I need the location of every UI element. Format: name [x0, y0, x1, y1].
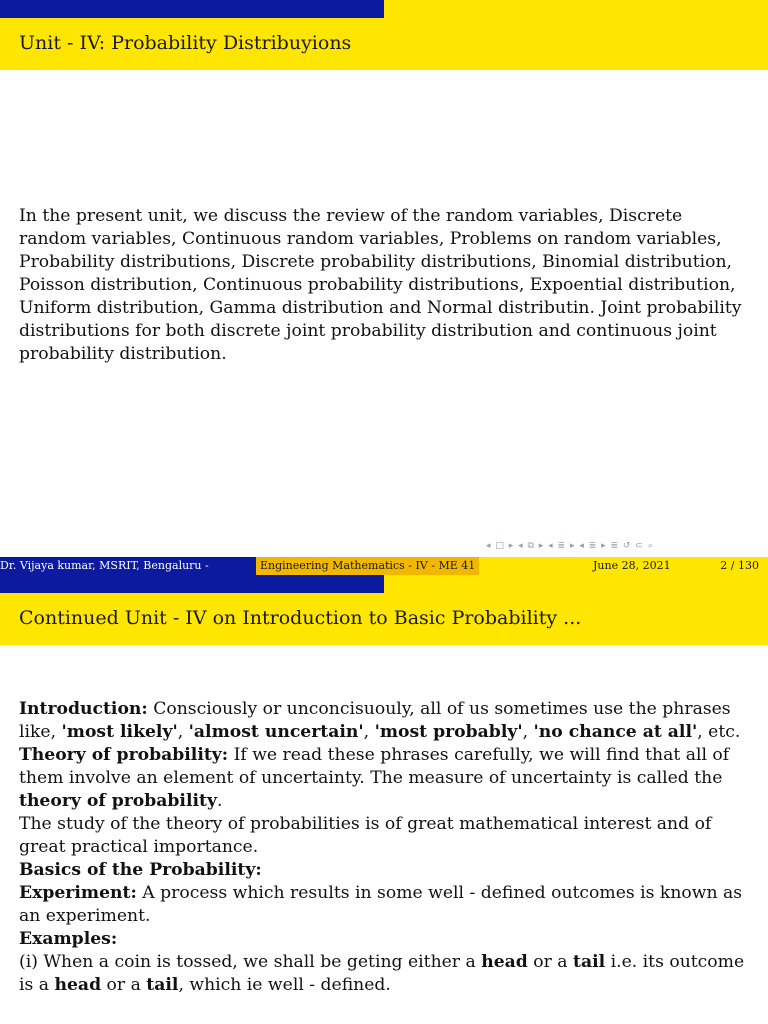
theory-paragraph — [19, 744, 754, 813]
slide-title: Continued Unit - IV on Introduction to Basic Probability ... — [19, 607, 582, 629]
example-1-paragraph — [19, 951, 754, 997]
examples-heading: Examples: — [19, 929, 118, 949]
slide-content — [19, 698, 754, 997]
theory-term: theory of probability — [19, 791, 217, 811]
slide-3 — [0, 575, 768, 1024]
phrase-most-probably: 'most probably' — [374, 722, 523, 742]
theory-label: Theory of probability: — [19, 745, 229, 765]
separator: , — [363, 722, 375, 742]
title-bar — [0, 593, 768, 645]
separator: , — [177, 722, 189, 742]
example-text: , which ie well - defined. — [178, 975, 391, 995]
theory-end: . — [216, 791, 223, 811]
experiment-paragraph — [19, 882, 754, 928]
phrase-most-likely: 'most likely' — [61, 722, 178, 742]
experiment-label: Experiment: — [19, 883, 137, 903]
header-bar — [0, 0, 768, 18]
example-text: or a — [101, 975, 147, 995]
footer-author-text: Dr. Vijaya kumar, MSRIT, Bengaluru - — [0, 559, 209, 572]
experiment-text: A process which results in some well - defined outcomes is known as an experiment. — [19, 883, 743, 926]
basics-heading: Basics of the Probability: — [19, 860, 262, 880]
footer-bar — [0, 557, 768, 575]
title-bar — [0, 18, 768, 70]
header-bar — [0, 575, 768, 593]
footer-date: June 28, 2021 — [593, 559, 671, 572]
study-paragraph: The study of the theory of probabilities is of great mathematical interest and of great practical importance. — [19, 814, 712, 857]
phrase-no-chance-at-all: 'no chance at all' — [533, 722, 698, 742]
introduction-label: Introduction: — [19, 699, 148, 719]
introduction-paragraph — [19, 698, 754, 744]
footer-meta — [512, 557, 768, 575]
slide-title: Unit - IV: Probability Distribuyions — [19, 32, 352, 54]
phrase-almost-uncertain: 'almost uncertain' — [188, 722, 364, 742]
term-head: head — [481, 952, 528, 972]
example-text: i.e. its outcome is a — [19, 952, 745, 995]
term-tail: tail — [146, 975, 179, 995]
beamer-navigation-icons[interactable]: ◂ □ ▸ ◂ ⧉ ▸ ◂ ≣ ▸ ◂ ≣ ▸ ≣ ↺ ⊂ ⌕ — [486, 541, 654, 551]
unit-overview-paragraph: In the present unit, we discuss the review of the random variables, Discrete random variables, Continuous random variables, Problems on random variables, Probability distributions, Discrete probability distributions, Binomial distribution, Poisson distribution, Continuous probability distributions, Expoential distribution, Uniform distribution, Gamma distribution and Normal distributin. Joint probability distributions for both discrete joint probability distribution and continuous joint probability distribution. — [19, 206, 742, 364]
introduction-text-end: , etc. — [697, 722, 741, 742]
footer-course-text: Engineering Mathematics - IV - ME 41 — [256, 557, 479, 575]
footer-course — [256, 557, 512, 575]
introduction-text: Consciously or unconcisuouly, all of us sometimes use the phrases like, — [19, 699, 731, 742]
header-bar-blue — [0, 0, 384, 18]
header-bar-blue — [0, 575, 384, 593]
separator: , — [522, 722, 534, 742]
example-text: (i) When a coin is tossed, we shall be geting either a — [19, 952, 482, 972]
term-head: head — [54, 975, 102, 995]
footer-page-number: 2 / 130 — [720, 559, 759, 572]
example-text: or a — [527, 952, 573, 972]
footer-author — [0, 557, 256, 575]
theory-text: If we read these phrases carefully, we will find that all of them involve an element of uncertainty. The measure of uncertainty is called the — [19, 745, 730, 788]
term-tail: tail — [573, 952, 606, 972]
